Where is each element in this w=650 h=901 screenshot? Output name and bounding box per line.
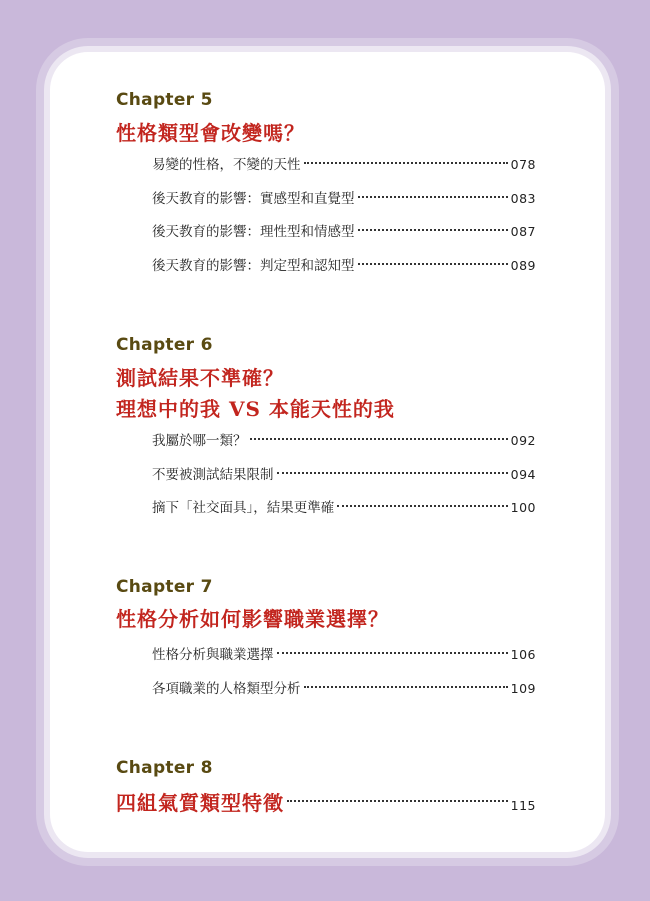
toc-entry-text: 性格分析與職業選擇 [152,647,274,663]
toc-page-number: 078 [510,157,536,172]
toc-page-number: 092 [510,433,536,448]
chapter-5-label: Chapter 5 [116,90,213,110]
toc-page-number: 089 [510,258,536,273]
toc-entry[interactable] [152,220,536,238]
toc-page-number: 094 [510,467,536,482]
toc-page-number: 087 [510,224,536,239]
page-paper [50,52,605,852]
toc-entry[interactable] [152,677,536,695]
toc-entry-text: 後天教育的影響：實感型和直覺型 [152,191,355,207]
toc-page-number: 106 [510,647,536,662]
toc-entry-text: 後天教育的影響：判定型和認知型 [152,258,355,274]
toc-entry[interactable] [152,187,536,205]
toc-entry-text: 不要被測試結果限制 [152,467,274,483]
toc-page-number: 115 [510,798,536,813]
toc-entry[interactable] [152,254,536,272]
dot-leader [304,685,508,688]
toc-entry[interactable] [152,153,536,171]
toc-entry[interactable] [152,429,536,447]
dot-leader [337,504,507,507]
toc-entry-text: 易變的性格，不變的天性 [152,157,301,173]
chapter-7-label: Chapter 7 [116,577,213,597]
chapter-5-title: 性格類型會改變嗎？ [116,121,305,145]
dot-leader [358,262,508,265]
toc-entry-text: 摘下「社交面具」，結果更準確 [152,500,335,516]
toc-page-number: 083 [510,191,536,206]
toc-page-number: 109 [510,681,536,696]
dot-leader [304,161,508,164]
dot-leader [287,799,508,802]
dot-leader [358,195,508,198]
toc-entry-text: 各項職業的人格類型分析 [152,681,301,697]
toc-page-number: 100 [510,500,536,515]
toc-entry-text: 後天教育的影響：理性型和情感型 [152,224,355,240]
dot-leader [250,437,508,440]
toc-entry-text: 我屬於哪一類？ [152,433,247,449]
chapter-6-title: 測試結果不準確？ [116,366,284,390]
chapter-6-label: Chapter 6 [116,335,213,355]
toc-entry[interactable] [152,463,536,481]
dot-leader [277,651,508,654]
chapter-8-label: Chapter 8 [116,758,213,778]
dot-leader [277,471,508,474]
toc-entry-chapter-8[interactable] [116,787,536,813]
chapter-8-title: 四組氣質類型特徵 [116,791,284,815]
toc-entry[interactable] [152,496,536,514]
chapter-7-title: 性格分析如何影響職業選擇？ [116,607,389,631]
dot-leader [358,228,508,231]
chapter-6-subtitle: 理想中的我 VS 本能天性的我 [116,397,395,421]
toc-entry[interactable] [152,643,536,661]
